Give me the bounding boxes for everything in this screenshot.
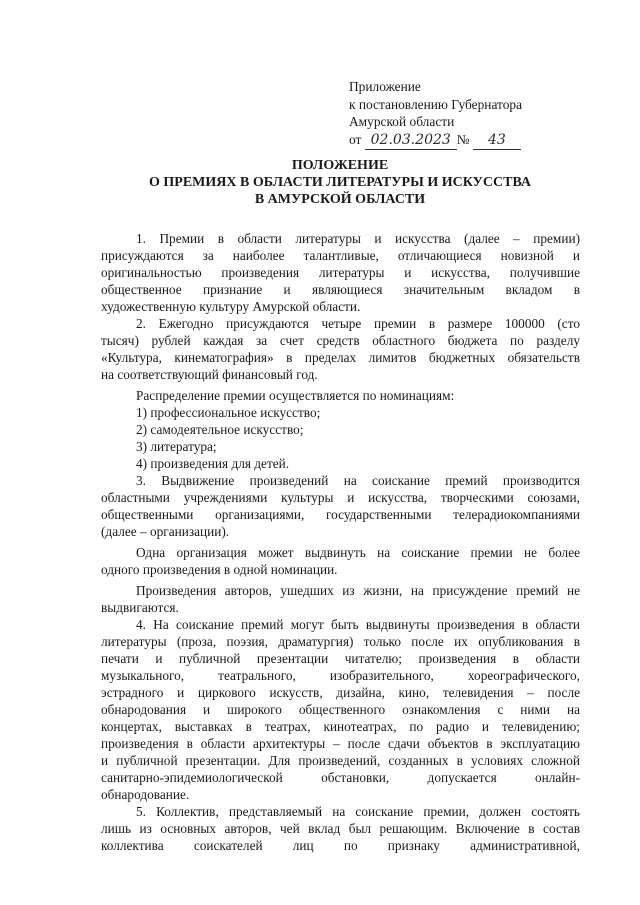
body-line: Произведения авторов, ушедших из жизни, на присуждение премий не — [136, 583, 580, 598]
handwritten-number: 43 — [473, 132, 521, 151]
list-item: 4) произведения для детей. — [136, 456, 290, 471]
body-line: обнародование. — [101, 787, 190, 802]
number-sign: № — [456, 131, 470, 147]
title-line-1: ПОЛОЖЕНИЕ — [291, 158, 389, 173]
title-line-2: О ПРЕМИЯХ В ОБЛАСТИ ЛИТЕРАТУРЫ И ИСКУССТВА — [148, 175, 532, 190]
body-line: музыкального, театрального, изобразительного, хореографического, — [101, 668, 580, 683]
body-line: художественную культуру Амурской области. — [101, 299, 361, 314]
body-line: обнародования и широкого общественного ознакомления с ними на — [101, 702, 580, 717]
appendix-block — [349, 78, 609, 150]
body-line: оригинальностью произведения литературы и искусства, получившие — [101, 265, 580, 280]
appendix-line-1: Приложение — [349, 79, 421, 94]
body-line: Одна организация может выдвинуть на соискание премии не более — [136, 545, 580, 560]
list-item: 3) литература; — [136, 439, 217, 454]
body-line: (далее – организации). — [101, 524, 230, 539]
document-body — [101, 230, 580, 854]
body-line: общественными организациями, государственными телерадиокомпаниями — [101, 507, 580, 522]
body-line: 5. Коллектив, представляемый на соискание премии, должен состоять — [136, 804, 580, 819]
list-item: 1) профессиональное искусство; — [136, 405, 321, 420]
body-line: произведения в области архитектуры – после сдачи объектов в эксплуатацию — [101, 736, 580, 751]
title-line-3: В АМУРСКОЙ ОБЛАСТИ — [254, 192, 426, 207]
body-line: присуждаются за наиболее талантливые, отличающиеся новизной и — [101, 248, 580, 263]
handwritten-date: 02.03.2023 — [365, 132, 457, 151]
body-line: 4. На соискание премий могут быть выдвинуты произведения в области — [136, 617, 580, 632]
body-line: на соответствующий финансовый год. — [101, 367, 318, 382]
body-line: областными учреждениями культуры и искусства, творческими союзами, — [101, 490, 580, 505]
body-line: и публичной презентации. Для произведений, созданных в условиях сложной — [101, 753, 580, 768]
body-line: «Культура, кинематография» в пределах лимитов бюджетных обязательств — [101, 350, 580, 365]
body-line: 1. Премии в области литературы и искусства (далее – премии) — [136, 231, 580, 246]
body-line: печати и публичной презентации читателю; произведения в области — [101, 651, 580, 666]
body-line: 2. Ежегодно присуждаются четыре премии в размере 100000 (сто — [136, 316, 580, 331]
body-line: общественное признание и являющиеся значительным вкладом в — [101, 282, 580, 297]
body-line: литературы (проза, поэзия, драматургия) только после их опубликования в — [101, 634, 580, 649]
body-line: тысяч) рублей каждая за счет средств областного бюджета по разделу — [101, 333, 580, 348]
body-line: концертах, выставках в театрах, кинотеатрах, по радио и телевидению; — [101, 719, 580, 734]
appendix-line-3: Амурской области — [349, 114, 455, 129]
appendix-date-line — [349, 131, 609, 151]
body-line: выдвигаются. — [101, 600, 179, 615]
body-line: 3. Выдвижение произведений на соискание премий производится — [136, 473, 580, 488]
body-line: санитарно-эпидемиологической обстановки, допускается онлайн- — [101, 770, 580, 785]
body-line: лишь из основных авторов, чей вклад был решающим. Включение в состав — [101, 821, 580, 836]
list-item: 2) самодеятельное искусство; — [136, 422, 304, 437]
body-line: одного произведения в одной номинации. — [101, 562, 338, 577]
body-line: эстрадного и циркового искусств, дизайна, кино, телевидения – после — [101, 685, 580, 700]
body-line: Распределение премии осуществляется по номинациям: — [136, 388, 455, 403]
document-title — [100, 157, 580, 208]
body-line: коллектива соискателей лиц по признаку административной, — [101, 838, 580, 853]
from-prefix: от — [349, 131, 362, 147]
appendix-line-2: к постановлению Губернатора — [349, 96, 523, 112]
